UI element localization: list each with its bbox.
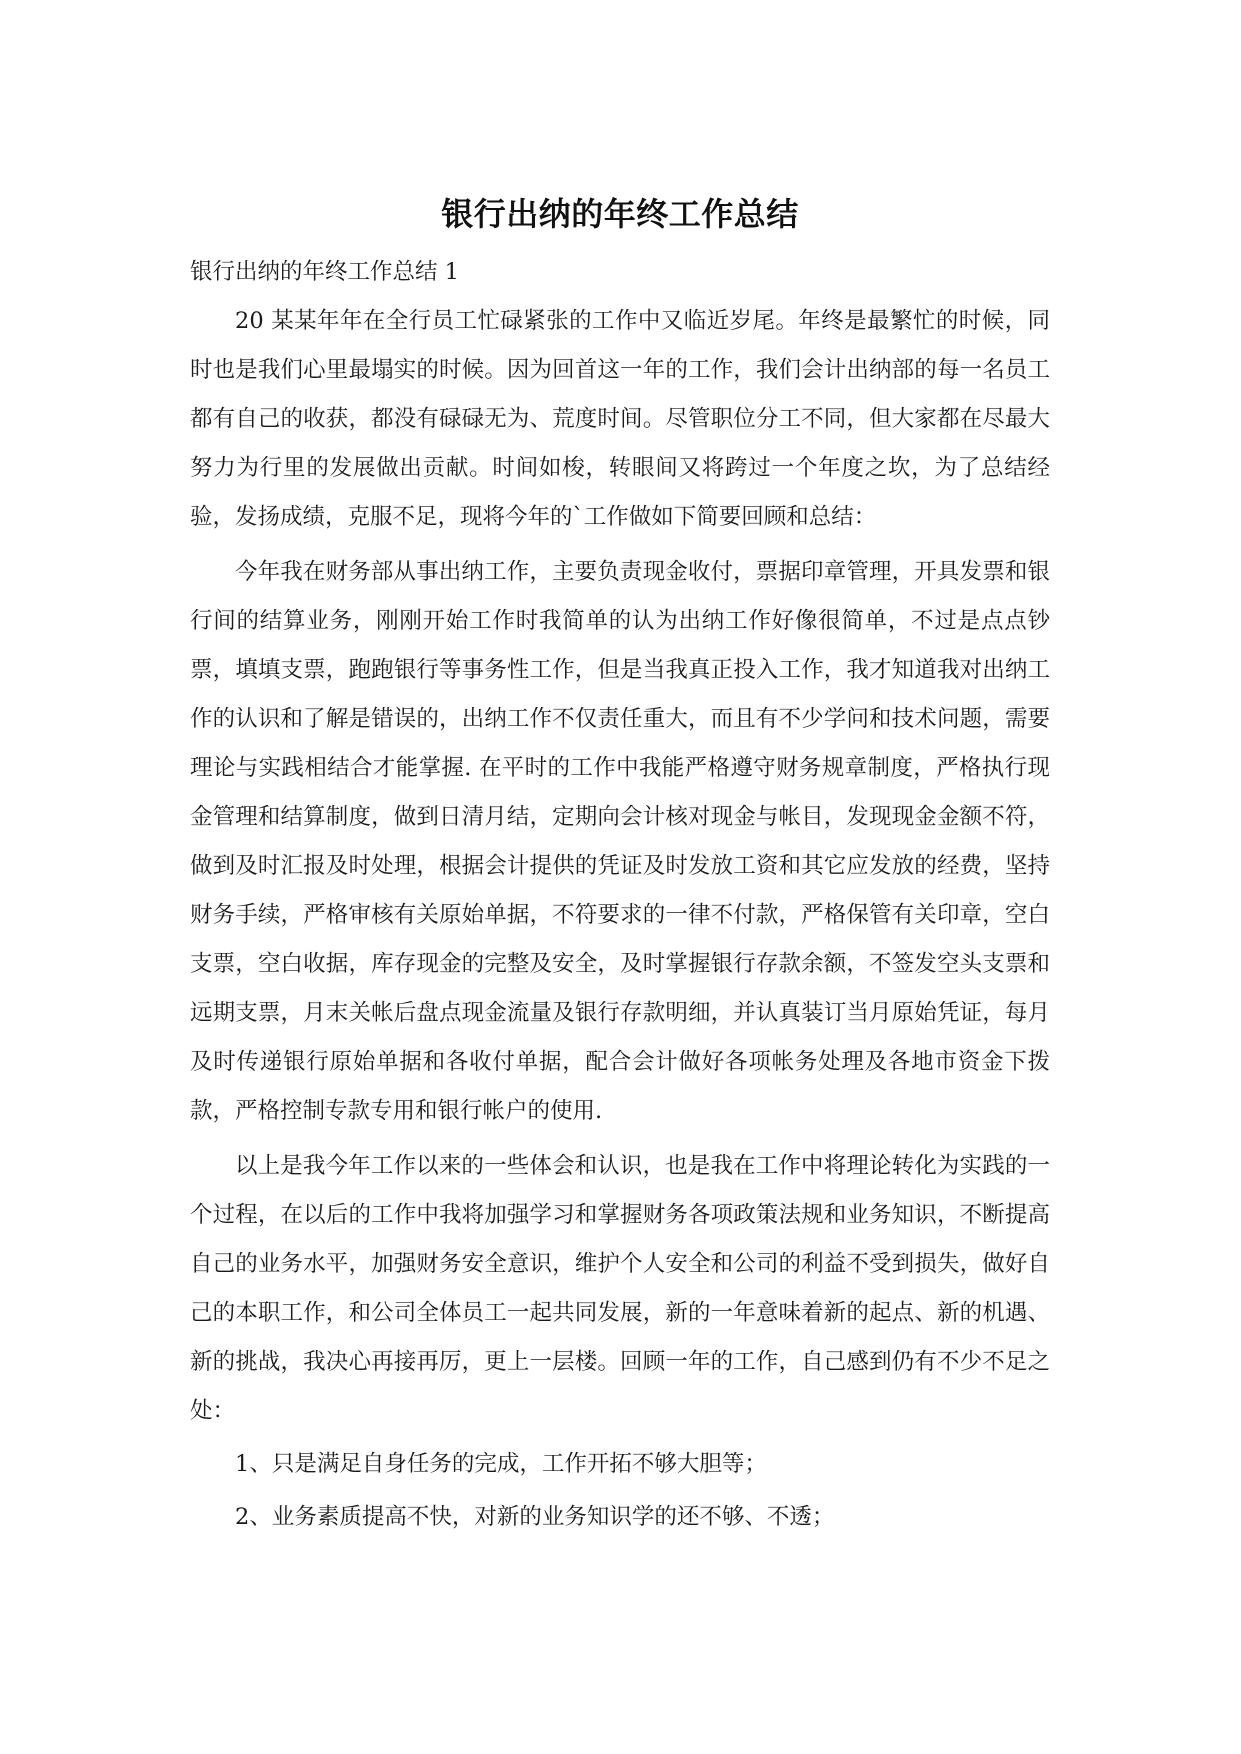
- list-item: 1、只是满足自身任务的完成，工作开拓不够大胆等；: [235, 1451, 767, 1477]
- paragraph-duties: 今年我在财务部从事出纳工作，主要负责现金收付，票据印章管理，开具发票和银行间的结算业务，刚刚开始工作时我简单的认为出纳工作好像很简单，不过是点点钞票，填填支票，跑跑银行等事务性工作，但是当我真正投入工作，我才知道我对出纳工作的认识和了解是错误的，出纳工作不仅责任重大，而且有不少学问和技术问题，需要理论与实践相结合才能掌握. 在平时的工作中我能严格遵守财务规章制度，严格执行现金管理和结算制度，做到日清月结，定期向会计核对现金与帐目，发现现金金额不符，做到及时汇报及时处理，根据会计提供的凭证及时发放工资和其它应发放的经费，坚持财务手续，严格审核有关原始单据，不符要求的一律不付款，严格保管有关印章，空白支票，空白收据，库存现金的完整及安全，及时掌握银行存款余额，不签发空头支票和远期支票，月末关帐后盘点现金流量及银行存款明细，并认真装订当月原始凭证，每月及时传递银行原始单据和各收付单据，配合会计做好各项帐务处理及各地市资金下拨款，严格控制专款专用和银行帐户的使用.: [190, 559, 1050, 1124]
- list-item: 2、业务素质提高不快，对新的业务知识学的还不够、不透；: [235, 1504, 835, 1530]
- paragraph-reflection: 以上是我今年工作以来的一些体会和认识，也是我在工作中将理论转化为实践的一个过程，在以后的工作中我将加强学习和掌握财务各项政策法规和业务知识，不断提高自己的业务水平，加强财务安全意识，维护个人安全和公司的利益不受到损失，做好自己的本职工作，和公司全体员工一起共同发展，新的一年意味着新的起点、新的机遇、新的挑战，我决心再接再厉，更上一层楼。回顾一年的工作，自己感到仍有不少不足之处：: [190, 1153, 1050, 1424]
- document-title: 银行出纳的年终工作总结: [441, 195, 799, 233]
- paragraph-intro: 20 某某年年在全行员工忙碌紧张的工作中又临近岁尾。年终是最繁忙的时候，同时也是我们心里最塌实的时候。因为回首这一年的工作，我们会计出纳部的每一名员工都有自己的收获，都没有碌碌无为、荒度时间。尽管职位分工不同，但大家都在尽最大努力为行里的发展做出贡献。时间如梭，转眼间又将跨过一个年度之坎，为了总结经验，发扬成绩，克服不足，现将今年的`工作做如下简要回顾和总结：: [190, 308, 1050, 530]
- document-page: [190, 190, 1050, 1542]
- section-heading: 银行出纳的年终工作总结 1: [190, 259, 459, 285]
